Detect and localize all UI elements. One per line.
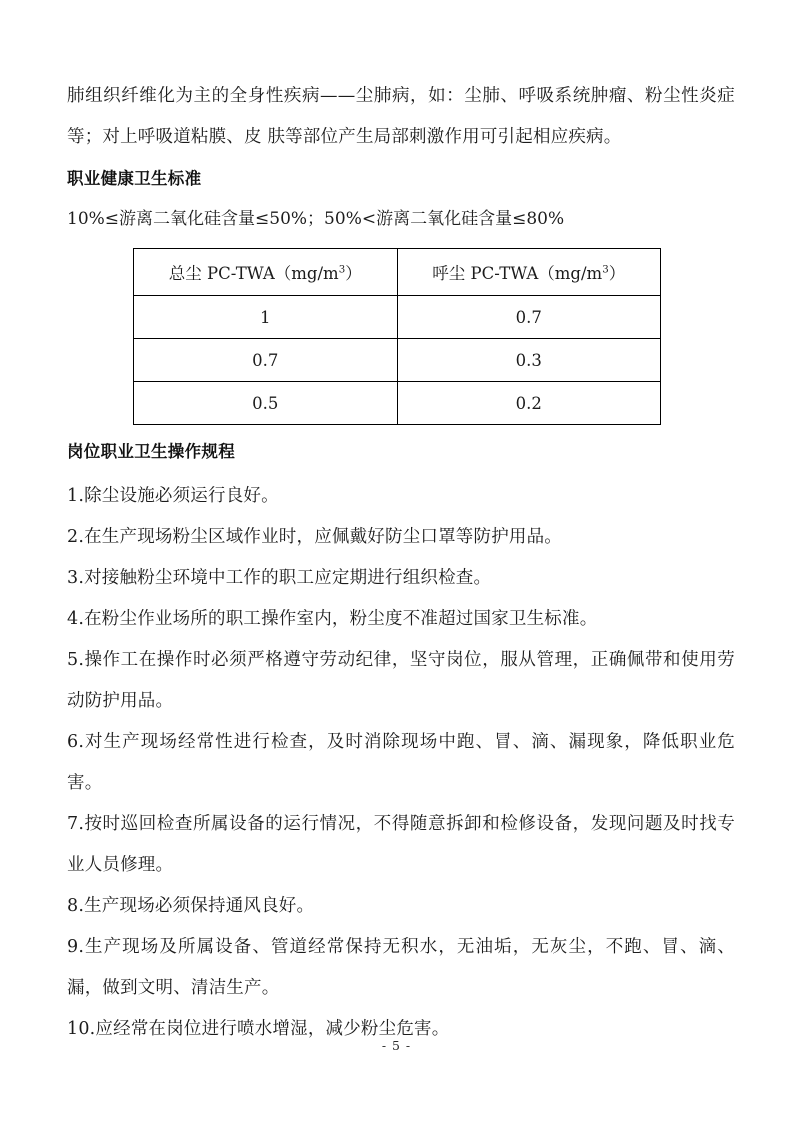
total-dust-superscript: 3 xyxy=(338,264,346,276)
list-item: 10.应经常在岗位进行喷水增湿，减少粉尘危害。 xyxy=(67,1019,450,1039)
table-header-total-dust xyxy=(134,249,398,296)
standards-range-line: 10%≤游离二氧化硅含量≤50%；50%<游离二氧化硅含量≤80% xyxy=(67,209,565,229)
page-number: - 5 - xyxy=(381,1038,412,1053)
respirable-dust-label-suffix: ） xyxy=(608,264,626,283)
list-item: 2.在生产现场粉尘区域作业时，应佩戴好防尘口罩等防护用品。 xyxy=(67,527,562,547)
table-row xyxy=(134,339,661,382)
list-item: 1.除尘设施必须运行良好。 xyxy=(67,486,279,506)
list-item: 7.按时巡回检查所属设备的运行情况，不得随意拆卸和检修设备，发现问题及时找专业人员修理。 xyxy=(67,814,735,875)
list-item: 9.生产现场及所属设备、管道经常保持无积水，无油垢，无灰尘，不跑、冒、滴、漏，做到文明、清洁生产。 xyxy=(67,937,735,998)
table-row xyxy=(134,382,661,425)
intro-paragraph: 肺组织纤维化为主的全身性疾病——尘肺病，如：尘肺、呼吸系统肿瘤、粉尘性炎症等；对上呼吸道粘膜、皮 肤等部位产生局部刺激作用可引起相应疾病。 xyxy=(67,86,735,147)
standards-heading: 职业健康卫生标准 xyxy=(67,169,202,188)
list-item: 8.生产现场必须保持通风良好。 xyxy=(67,896,315,916)
table-cell: 1 xyxy=(134,296,398,339)
total-dust-label-suffix: ） xyxy=(345,264,362,283)
table-header-respirable-dust xyxy=(397,249,661,296)
table-row xyxy=(134,296,661,339)
dust-limits-table-wrapper xyxy=(67,248,735,425)
table-cell: 0.5 xyxy=(134,382,398,425)
document-content xyxy=(67,76,735,1050)
table-header-row xyxy=(134,249,661,296)
respirable-dust-label-prefix: 呼尘 PC-TWA（mg/m xyxy=(432,264,603,283)
table-cell: 0.2 xyxy=(397,382,661,425)
procedures-list xyxy=(67,476,735,1050)
table-cell: 0.3 xyxy=(397,339,661,382)
list-item: 4.在粉尘作业场所的职工操作室内，粉尘度不准超过国家卫生标准。 xyxy=(67,609,598,629)
table-cell: 0.7 xyxy=(134,339,398,382)
list-item: 6.对生产现场经常性进行检查，及时消除现场中跑、冒、滴、漏现象，降低职业危害。 xyxy=(67,732,735,793)
table-cell: 0.7 xyxy=(397,296,661,339)
list-item: 3.对接触粉尘环境中工作的职工应定期进行组织检查。 xyxy=(67,568,492,588)
list-item: 5.操作工在操作时必须严格遵守劳动纪律，坚守岗位，服从管理，正确佩带和使用劳动防护用品。 xyxy=(67,650,735,711)
respirable-dust-superscript: 3 xyxy=(602,264,609,276)
procedures-heading: 岗位职业卫生操作规程 xyxy=(67,442,235,461)
dust-limits-table xyxy=(133,248,661,425)
total-dust-label-prefix: 总尘 PC-TWA（mg/m xyxy=(168,264,339,283)
